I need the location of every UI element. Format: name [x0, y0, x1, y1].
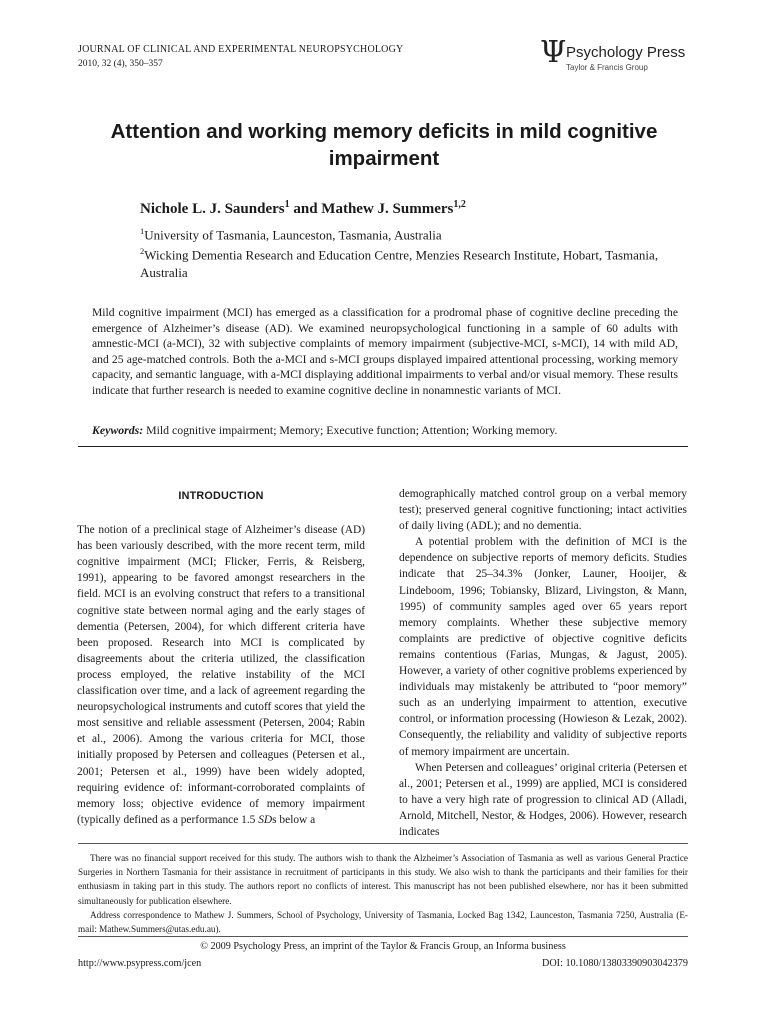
- journal-volume: 2010, 32 (4), 350–357: [78, 59, 163, 69]
- left-column: [77, 485, 365, 828]
- publisher-logo: [540, 35, 700, 76]
- author-affiliation-mark: 1,2: [453, 199, 466, 210]
- footnote-divider: [78, 843, 688, 844]
- copyright-divider: [78, 936, 688, 937]
- author-list: [140, 199, 466, 218]
- author-separator: and: [289, 201, 322, 217]
- footnote: [78, 851, 688, 936]
- body-paragraph: demographically matched control group on a verbal memory test); preserved general cognitive functioning; intact activities of daily living (ADL); and no dementia.: [399, 488, 687, 533]
- journal-url: http://www.psypress.com/jcen: [78, 958, 202, 969]
- journal-name: JOURNAL OF CLINICAL AND EXPERIMENTAL NEUROPSYCHOLOGY: [78, 44, 404, 55]
- body-paragraph: [77, 522, 365, 828]
- affiliation: [140, 243, 660, 280]
- doi: DOI: 10.1080/13803390903042379: [541, 958, 688, 969]
- author-name: Nichole L. J. Saunders: [140, 201, 285, 217]
- body-paragraph: A potential problem with the definition of MCI is the dependence on subjective reports of memory deficits. Studies indicate that 25–34.3% (Jonker, Launer, Hooijer, & Lindeboom, 1996; Tobiansky, Blizard, Livingston, & Mann, 1995) of community samples aged over 65 years report memory complaints. Whether these subjective memory complaints are predictive of objective cognitive deficits remains contentious (Farias, Mungas, & Jagust, 2005). However, a variety of other cognitive problems experienced by individuals may mistakenly be attributed to “poor memory” such as an underlying impairment to attention, executive control, or information processing (Howieson & Lezak, 2002). Consequently, the reliability and validity of subjective reports of memory impairment are uncertain.: [399, 536, 687, 758]
- author-name: Mathew J. Summers: [321, 201, 454, 217]
- keywords: [92, 423, 678, 438]
- section-divider: [78, 446, 688, 447]
- affiliation-mark: 1: [140, 226, 145, 236]
- correspondence-note: Address correspondence to Mathew J. Summers, School of Psychology, University of Tasmania, Locked Bag 1342, Launceston, Tasmania 7250, Australia (E-mail: Mathew.Summers@utas.edu.au).: [78, 909, 688, 935]
- author-affiliation-mark: 1: [284, 199, 290, 210]
- copyright-line: © 2009 Psychology Press, an imprint of the Taylor & Francis Group, an Informa business: [200, 941, 566, 952]
- paragraph-text: The notion of a preclinical stage of Alzheimer’s disease (AD) has been variously described, with the more recent term, mild cognitive impairment (MCI; Flicker, Ferris, & Reisberg, 1991), appearing to be favored amongst researchers in the field. MCI is an evolving construct that refers to a transitional cognitive state between normal aging and the early stages of dementia (Petersen, 2004), for which different criteria have been proposed. Research into MCI is complicated by disagreements about the criteria utilized, the classification process employed, the relative instability of the MCI classification over time, and a lack of agreement regarding the neuropsychological instruments and cutoff scores that yield the most sensitive and reliable assessment (Petersen, 2004; Rabin et al., 2006). Among the various criteria for MCI, those initially proposed by Petersen and colleagues (Petersen et al., 2001; Petersen et al., 1999) have been widely adopted, requiring evidence of: informant-corroborated complaints of memory loss; objective evidence of memory impairment (typically defined as a performance 1.5: [77, 524, 365, 826]
- affiliations: [140, 223, 660, 281]
- right-column: [399, 486, 687, 840]
- keywords-text: Mild cognitive impairment; Memory; Executive function; Attention; Working memory.: [146, 423, 558, 437]
- publisher-name: Psychology Press: [566, 44, 686, 61]
- article-title: Attention and working memory deficits in mild cognitive impairment: [110, 120, 658, 170]
- body-paragraph: When Petersen and colleagues’ original criteria (Petersen et al., 2001; Petersen et al., 1999) are applied, MCI is considered to have a very high rate of progression to clinical AD (Alladi, Arnold, Mitchell, Nestor, & Hodges, 2006). However, research indicates: [399, 761, 687, 838]
- section-heading: INTRODUCTION: [178, 490, 264, 502]
- paragraph-tail: s below a: [272, 813, 316, 826]
- publisher-group: Taylor & Francis Group: [566, 63, 648, 72]
- affiliation: [140, 223, 660, 243]
- italic-term: SD: [258, 813, 273, 826]
- affiliation-text: Wicking Dementia Research and Education Centre, Menzies Research Institute, Hobart, Tasmania, Australia: [140, 247, 659, 280]
- keywords-label: Keywords:: [92, 423, 144, 437]
- psi-logo-icon: Ψ: [540, 35, 567, 70]
- abstract: Mild cognitive impairment (MCI) has emerged as a classification for a prodromal phase of cognitive decline preceding the emergence of Alzheimer’s disease (AD). We examined neuropsychological functioning in a sample of 60 adults with amnestic-MCI (a-MCI), 32 with subjective complaints of memory impairment (subjective-MCI, s-MCI), 14 with mild AD, and 25 age-matched controls. Both the a-MCI and s-MCI groups displayed impaired attentional processing, working memory capacity, and semantic language, with a-MCI displaying additional impairments to verbal and/or visual memory. These results indicate that further research is needed to examine cognitive decline in nonamnestic variants of MCI.: [92, 306, 678, 397]
- affiliation-mark: 2: [140, 246, 145, 257]
- funding-note: There was no financial support received for this study. The authors wish to thank the Alzheimer’s Association of Tasmania as well as various General Practice Surgeries in Northern Tasmania for their assistance in recruitment of participants in this study. We also wish to thank the participants and their families for their enthusiasm in taking part in this study. The authors report no conflicts of interest. This manuscript has not been published elsewhere, nor has it been submitted simultaneously for publication elsewhere.: [78, 853, 688, 906]
- affiliation-text: University of Tasmania, Launceston, Tasmania, Australia: [144, 227, 442, 243]
